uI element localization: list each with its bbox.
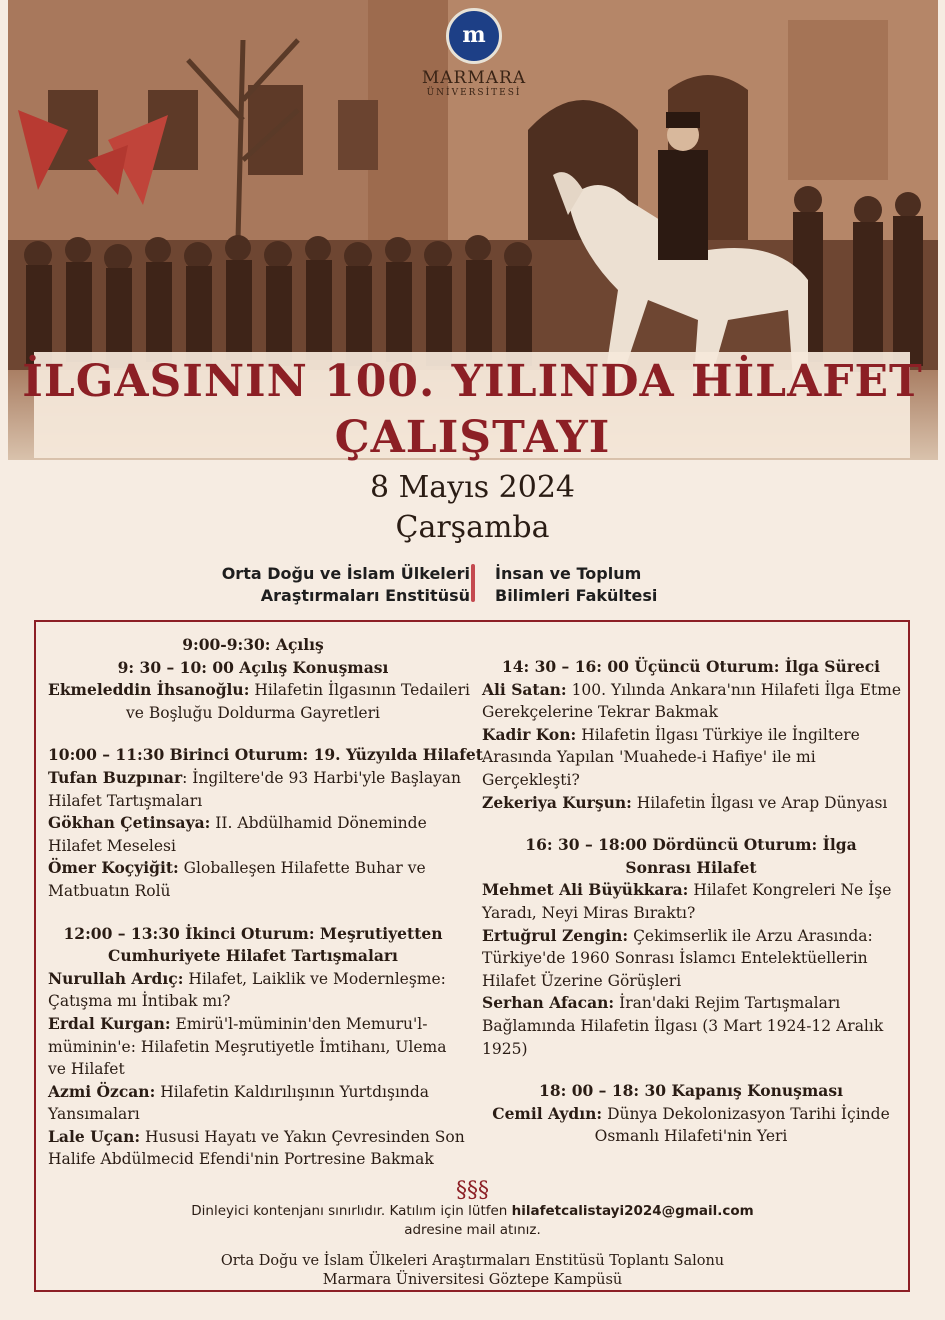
program-text: 10:00 – 11:30 Birinci Oturum: 19. Yüzyılda Hilafet — [48, 745, 483, 765]
speaker-entry — [482, 879, 900, 902]
session-heading — [48, 923, 458, 946]
program-gap — [482, 814, 900, 834]
speaker-entry — [48, 1126, 465, 1149]
program-text: Hususi Hayatı ve Yakın Çevresinden Son — [140, 1127, 465, 1146]
program-text: Hilafetin Kaldırılışının Yurtdışında — [155, 1082, 430, 1101]
speaker-name: Cemil Aydın: — [492, 1103, 603, 1123]
program-text: ve Hilafet — [48, 1060, 125, 1079]
speaker-entry — [48, 1013, 458, 1036]
program-text: Hilafet Tartışmaları — [48, 791, 203, 810]
event-date: 8 Mayıs 2024 — [369, 470, 576, 505]
program-text: Halife Abdülmecid Efendi'nin Portresine Bakmak — [48, 1150, 434, 1169]
venue: Orta Doğu ve İslam Ülkeleri Araştırmaları Enstitüsü Toplantı Salonu Marmara Üniversitesi Göztepe Kampüsü — [220, 1253, 725, 1288]
program-text: Cumhuriyete Hilafet Tartışmaları — [108, 946, 398, 966]
organizer-divider — [471, 564, 475, 602]
speaker-entry — [48, 679, 470, 702]
session-heading — [48, 634, 458, 657]
session-heading — [48, 657, 458, 680]
program-line — [482, 701, 900, 724]
ornament: §§§ — [456, 1178, 489, 1203]
program-text: Bağlamında Hilafetin İlgası (3 Mart 1924-12 Aralık — [482, 1016, 884, 1035]
speaker-name: Serhan Afacan: — [482, 993, 615, 1013]
speaker-entry — [48, 812, 458, 835]
program-gap — [482, 1060, 900, 1080]
session-heading — [482, 834, 900, 857]
program-line — [482, 1015, 900, 1038]
speaker-entry — [482, 724, 900, 747]
logo-name: MARMARA — [421, 68, 527, 88]
speaker-name: Ertuğrul Zengin: — [482, 925, 629, 945]
speaker-entry — [482, 992, 900, 1015]
program-line — [48, 702, 458, 725]
program-text: ve Boşluğu Doldurma Gayretleri — [126, 703, 380, 722]
program-text: Çatışma mı İntibak mı? — [48, 992, 231, 1011]
organizer-left: Orta Doğu ve İslam Ülkeleri Araştırmaları Enstitüsü — [221, 564, 470, 605]
program-text: Gerçekleşti? — [482, 770, 580, 789]
program-text: Hilafet Kongreleri Ne İşe — [688, 881, 892, 900]
program-text: Sonrası Hilafet — [625, 857, 757, 877]
speaker-entry — [48, 1081, 458, 1104]
program-line — [48, 1058, 458, 1081]
university-logo — [418, 8, 530, 112]
program-text: 18: 00 – 18: 30 Kapanış Konuşması — [539, 1081, 843, 1101]
program-line — [48, 1148, 458, 1171]
program-line — [482, 902, 900, 925]
program-text: Çekimserlik ile Arzu Arasında: — [628, 926, 873, 945]
program-text: Hilafetin İlgası ve Arap Dünyası — [631, 793, 888, 812]
program-text: Yaradı, Neyi Miras Bıraktı? — [482, 903, 696, 922]
registration-notice: Dinleyici kontenjanı sınırlıdır. Katılım için lütfen hilafetcalistayi2024@gmail.com adresine mail atınız. — [191, 1203, 754, 1238]
program-text: : İngiltere'de 93 Harbi'yle Başlayan — [182, 768, 462, 787]
speaker-name: Mehmet Ali Büyükkara: — [482, 880, 689, 900]
program-line — [482, 970, 900, 993]
title-line-1: İLGASININ 100. YILINDA HİLAFET — [22, 356, 923, 407]
speaker-entry — [482, 679, 900, 702]
program-right-column — [482, 656, 900, 1148]
program-text: 9: 30 – 10: 00 Açılış Konuşması — [117, 657, 389, 677]
program-left-column — [48, 634, 483, 1171]
speaker-name: Ali Satan: — [482, 679, 567, 699]
speaker-name: Zekeriya Kurşun: — [482, 792, 632, 812]
program-line — [48, 990, 458, 1013]
program-gap — [48, 903, 458, 923]
title-line-2: ÇALIŞTAYI — [334, 412, 611, 463]
program-text: Türkiye'de 1960 Sonrası İslamcı Entelektüellerin — [482, 949, 868, 968]
program-text: 12:00 – 13:30 İkinci Oturum: Meşrutiyetten — [63, 923, 443, 943]
program-line — [482, 769, 900, 792]
program-text: Yansımaları — [48, 1105, 140, 1124]
program-line — [48, 1103, 458, 1126]
program-text: İran'daki Rejim Tartışmaları — [614, 994, 841, 1013]
speaker-name: Gökhan Çetinsaya: — [48, 813, 211, 833]
program-gap — [48, 724, 458, 744]
session-heading — [482, 1080, 900, 1103]
speaker-entry — [482, 925, 900, 948]
program-text: müminin'e: Hilafetin Meşrutiyetle İmtihanı, Ulema — [48, 1037, 447, 1056]
program-line — [482, 1125, 900, 1148]
speaker-name: Kadir Kon: — [482, 724, 577, 744]
program-text: Globalleşen Hilafette Buhar ve — [178, 859, 426, 878]
program-line — [48, 880, 458, 903]
speaker-entry — [48, 968, 458, 991]
event-day: Çarşamba — [395, 510, 550, 545]
program-text: Hilafet Meselesi — [48, 836, 176, 855]
program-line — [482, 1103, 900, 1126]
speaker-name: Lale Uçan: — [48, 1126, 141, 1146]
program-line — [48, 835, 458, 858]
speaker-name: Ömer Koçyiğit: — [48, 858, 179, 878]
logo-sub: ÜNİVERSİTESİ — [426, 88, 522, 98]
program-line — [482, 947, 900, 970]
program-text: Osmanlı Hilafeti'nin Yeri — [594, 1127, 788, 1146]
program-line — [48, 1036, 458, 1059]
program-line — [482, 746, 900, 769]
program-text: Hilafetin İlgası Türkiye ile İngiltere — [576, 725, 860, 744]
session-heading — [48, 744, 483, 767]
program-text: 14: 30 – 16: 00 Üçüncü Oturum: İlga Süreci — [501, 657, 881, 676]
program-text: Emirü'l-müminin'den Memuru'l- — [170, 1014, 428, 1033]
program-line — [48, 790, 458, 813]
speaker-entry — [48, 767, 462, 790]
speaker-name: Nurullah Ardıç: — [48, 968, 184, 988]
session-heading — [482, 656, 900, 679]
university-seal-icon: m — [446, 8, 502, 64]
program-text: Hilafet Üzerine Görüşleri — [482, 971, 682, 990]
speaker-name: Ekmeleddin İhsanoğlu: — [48, 680, 250, 700]
session-heading — [482, 857, 900, 880]
program-text: 9:00-9:30: Açılış — [182, 635, 324, 654]
program-text: Hilafet, Laiklik ve Modernleşme: — [183, 969, 446, 988]
program-text: Dünya Dekolonizasyon Tarihi İçinde — [602, 1104, 890, 1123]
program-line — [482, 1038, 900, 1061]
program-text: 1925) — [482, 1039, 528, 1058]
program-text: 100. Yılında Ankara'nın Hilafeti İlga Etme — [566, 680, 902, 699]
speaker-name: Azmi Özcan: — [48, 1081, 156, 1101]
speaker-entry — [48, 857, 458, 880]
speaker-name: Tufan Buzpınar — [48, 767, 183, 787]
contact-email[interactable]: hilafetcalistayi2024@gmail.com — [511, 1203, 754, 1219]
program-text: Arasında Yapılan 'Muahede-i Hafiye' ile mi — [482, 748, 816, 767]
program-text: Hilafetin İlgasının Tedaileri — [249, 681, 470, 700]
program-text: Gerekçelerine Tekrar Bakmak — [482, 703, 719, 722]
program-text: Matbuatın Rolü — [48, 881, 171, 900]
program-text: II. Abdülhamid Döneminde — [210, 814, 427, 833]
session-heading — [48, 945, 458, 968]
speaker-entry — [482, 792, 900, 815]
program-text: 16: 30 – 18:00 Dördüncü Oturum: İlga — [525, 835, 857, 855]
speaker-name: Erdal Kurgan: — [48, 1013, 171, 1033]
organizer-right: İnsan ve Toplum Bilimleri Fakültesi — [495, 564, 658, 605]
